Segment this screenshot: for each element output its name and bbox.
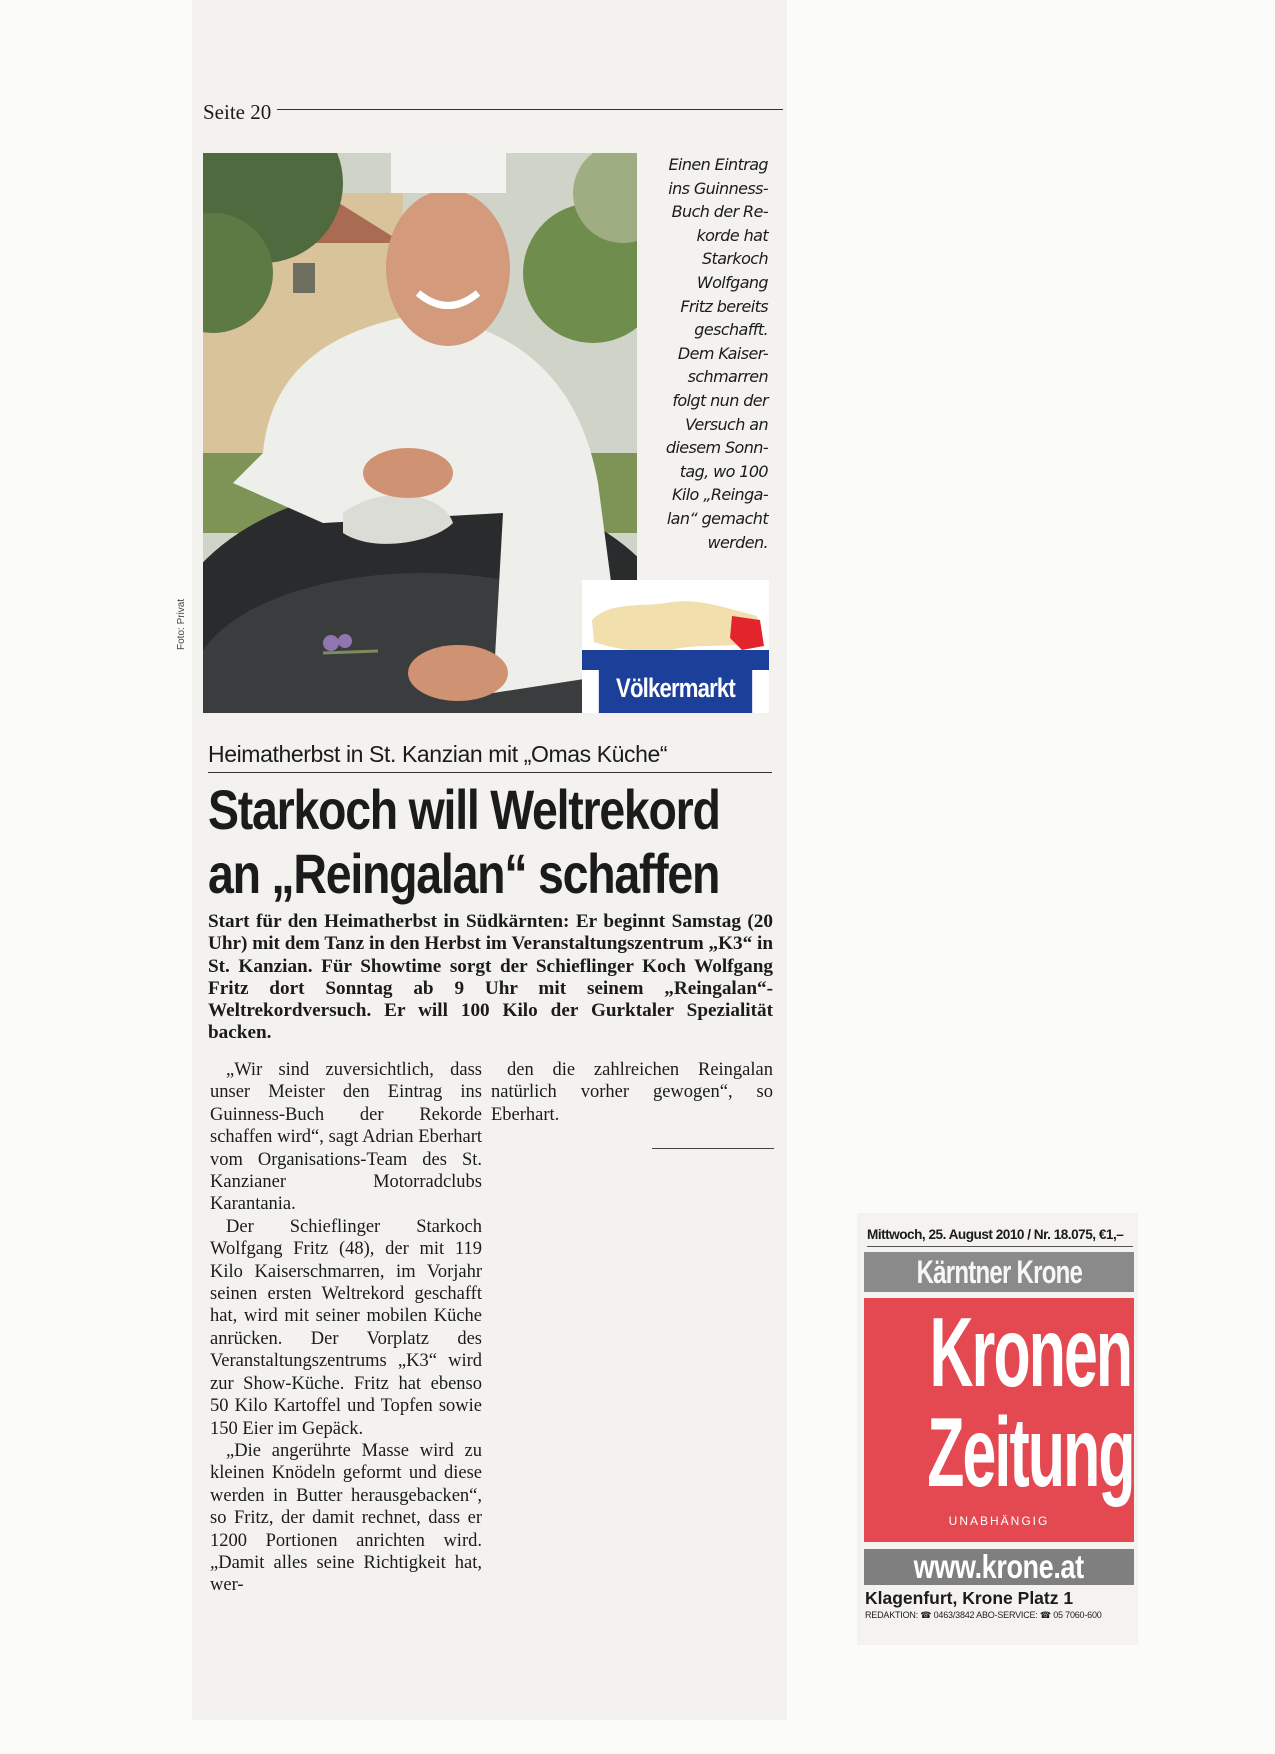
paragraph-1: „Wir sind zuversichtlich, dass unser Meister den Eintrag ins Guinness-Buch der Rekorde schaffen wird“, sagt Adrian Eberhart vom Organisations-Team des St. Kanzianer Motorradclubs Karantania. — [210, 1060, 482, 1215]
headline-line-2: an „Reingalan“ schaffen — [208, 842, 720, 905]
chef-photo — [203, 153, 637, 713]
regional-edition-banner — [864, 1252, 1134, 1292]
photo-caption: Einen Eintrag ins Guinness- Buch der Re- korde hat Starkoch Wolfgang Fritz bereits geschafft. Dem Kaiser- schmarren folgt nun der Versuch an diesem Sonn- tag, wo 100 Kilo „Reinga- lan“ gemacht werden. — [665, 155, 768, 552]
contact-numbers: REDAKTION: ☎ 0463/3842 ABO-SERVICE: ☎ 05 7060-600 — [865, 1610, 1102, 1620]
carinthia-map-icon — [582, 580, 769, 670]
issue-date: Mittwoch, 25. August 2010 / Nr. 18.075, €1,– — [867, 1227, 1124, 1242]
article-headline — [208, 778, 720, 906]
newspaper-subtitle: UNABHÄNGIG — [948, 1514, 1050, 1528]
paragraph-2: Der Schieflinger Starkoch Wolfgang Fritz (48), der mit 119 Kilo Kaiserschmarren, im Vorjahr seinen ersten Weltrekord geschafft hat, wird mit seiner mobilen Küche anrücken. Der Vorplatz des Veranstaltungszentrums „K3“ wird zur Show-Küche. Fritz hat ebenso 50 Kilo Kartoffel und Topfen sowie 150 Eier im Gepäck. — [210, 1216, 482, 1439]
headline-line-1: Starkoch will Weltrekord — [208, 778, 720, 841]
page-number: Seite 20 — [203, 100, 277, 124]
paragraph-3: „Die angerührte Masse wird zu kleinen Knödeln geformt und diese werden in Butter herausgebacken“, so Fritz, der damit rechnet, dass er 1200 Portionen anrichten wird. „Damit alles seine Richtigkeit hat, wer- — [210, 1440, 482, 1596]
article-column-1 — [210, 1059, 482, 1597]
regional-edition-name: Kärntner Krone — [916, 1254, 1082, 1290]
paragraph-4: den die zahlreichen Reingalan natürlich vorher gewogen“, so Eberhart. — [491, 1060, 773, 1125]
article-kicker: Heimatherbst in St. Kanzian mit „Omas Küche“ — [208, 741, 668, 767]
page-header-rule — [203, 109, 783, 110]
masthead-rule — [867, 1246, 1133, 1247]
article-lead: Start für den Heimatherbst in Südkärnten: Er beginnt Samstag (20 Uhr) mit dem Tanz in den Herbst im Veranstaltungszentrum „K3“ in St. Kanzian. Für Showtime sorgt der Schieflinger Koch Wolfgang Fritz dort Sonntag ab 9 Uhr mit seinem „Reingalan“-Weltrekordversuch. Er will 100 Kilo der Gurktaler Spezialität backen. — [208, 911, 773, 1044]
website-banner — [864, 1549, 1134, 1585]
photo-credit: Foto: Privat — [176, 598, 187, 650]
publisher-address: Klagenfurt, Krone Platz 1 — [865, 1588, 1074, 1608]
region-map — [582, 580, 769, 713]
website-url: www.krone.at — [913, 1548, 1084, 1585]
article-column-2 — [491, 1059, 773, 1126]
newspaper-logo — [864, 1298, 1134, 1542]
map-label: Völkermarkt — [599, 663, 752, 713]
newspaper-title-text: Kronen Zeitung — [927, 1297, 1134, 1507]
kicker-rule — [208, 772, 772, 773]
article-end-rule — [652, 1148, 774, 1149]
newspaper-title — [864, 1297, 1134, 1507]
